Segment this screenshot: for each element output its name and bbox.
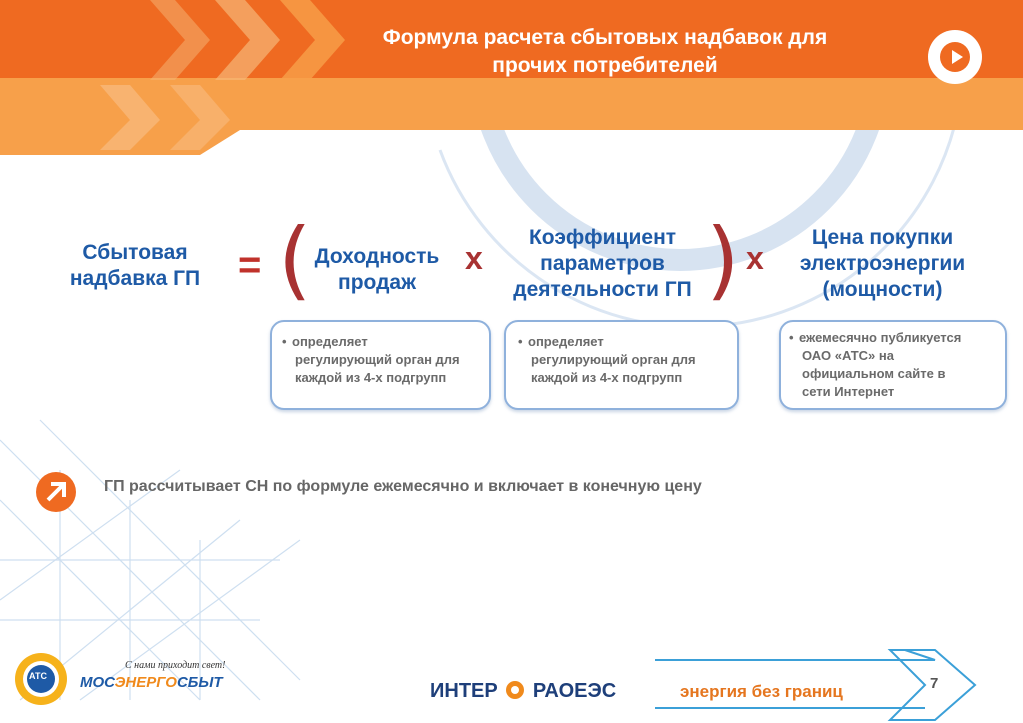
ms-logo-part2: ЭНЕРГО (114, 674, 177, 691)
inter-rao-logo (430, 680, 616, 703)
title-line-2: прочих потребителей (492, 54, 718, 77)
ms-logo-part1: МОС (80, 674, 115, 691)
inter-rao-sun-icon (503, 680, 527, 700)
info-box-1 (270, 320, 491, 410)
note-text: ГП рассчитывает СН по формуле ежемесячно и включает в конечную цену (104, 478, 702, 495)
info-box-2 (504, 320, 739, 410)
title-line-1: Формула расчета сбытовых надбавок для (382, 26, 828, 49)
formula-term-2 (500, 225, 705, 303)
bullet-icon: • (282, 334, 287, 349)
mosenergosbyt-emblem (10, 648, 72, 710)
page-number: 7 (930, 675, 939, 692)
inter-part2: РАОЕЭС (532, 680, 617, 702)
box3-line-3: официальном сайте в (802, 366, 946, 381)
term3-line-2: электроэнергии (799, 252, 966, 275)
box2-line-3: каждой из 4-х подгрупп (531, 370, 683, 385)
box3-line-1: ежемесячно публикуется (799, 330, 962, 345)
play-icon (940, 42, 970, 72)
close-paren: ) (706, 210, 740, 310)
term2-line-2: параметров (540, 252, 665, 275)
box1-line-1: определяет (292, 334, 368, 349)
box3-line-4: сети Интернет (802, 384, 895, 399)
multiply-sign-1: x (465, 240, 483, 276)
multiply-sign-2: x (746, 240, 764, 276)
term1-line-2: продаж (338, 271, 416, 294)
box2-line-1: определяет (528, 334, 604, 349)
ms-logo-part3: СБЫТ (176, 674, 223, 691)
formula-term-1 (302, 244, 452, 296)
term1-line-1: Доходность (314, 245, 440, 268)
box3-line-2: ОАО «АТС» на (802, 348, 894, 363)
equals-sign: = (238, 243, 262, 287)
play-button[interactable] (928, 30, 982, 84)
page-title (330, 24, 880, 80)
term2-line-3: деятельности ГП (513, 278, 692, 301)
ms-slogan: С нами приходит свет! (125, 660, 226, 671)
formula-term-3 (785, 225, 980, 303)
box1-line-3: каждой из 4-х подгрупп (295, 370, 447, 385)
term3-line-1: Цена покупки (811, 226, 954, 249)
info-box-3 (779, 320, 1007, 410)
term2-line-1: Коэффициент (528, 226, 677, 249)
arrow-up-right-icon (36, 472, 76, 512)
formula-lhs (40, 240, 230, 292)
box2-line-2: регулирующий орган для (531, 352, 696, 367)
mosenergosbyt-logo (80, 674, 223, 691)
lhs-line-2: надбавка ГП (69, 267, 201, 290)
box1-line-2: регулирующий орган для (295, 352, 460, 367)
lhs-line-1: Сбытовая (82, 241, 188, 264)
term3-line-3: (мощности) (822, 278, 943, 301)
ms-badge: АТС (29, 671, 48, 681)
open-paren: ( (278, 210, 312, 310)
bullet-icon: • (789, 330, 794, 345)
tagline: энергия без границ (680, 682, 843, 701)
bullet-icon: • (518, 334, 523, 349)
inter-part1: ИНТЕР (430, 680, 498, 702)
